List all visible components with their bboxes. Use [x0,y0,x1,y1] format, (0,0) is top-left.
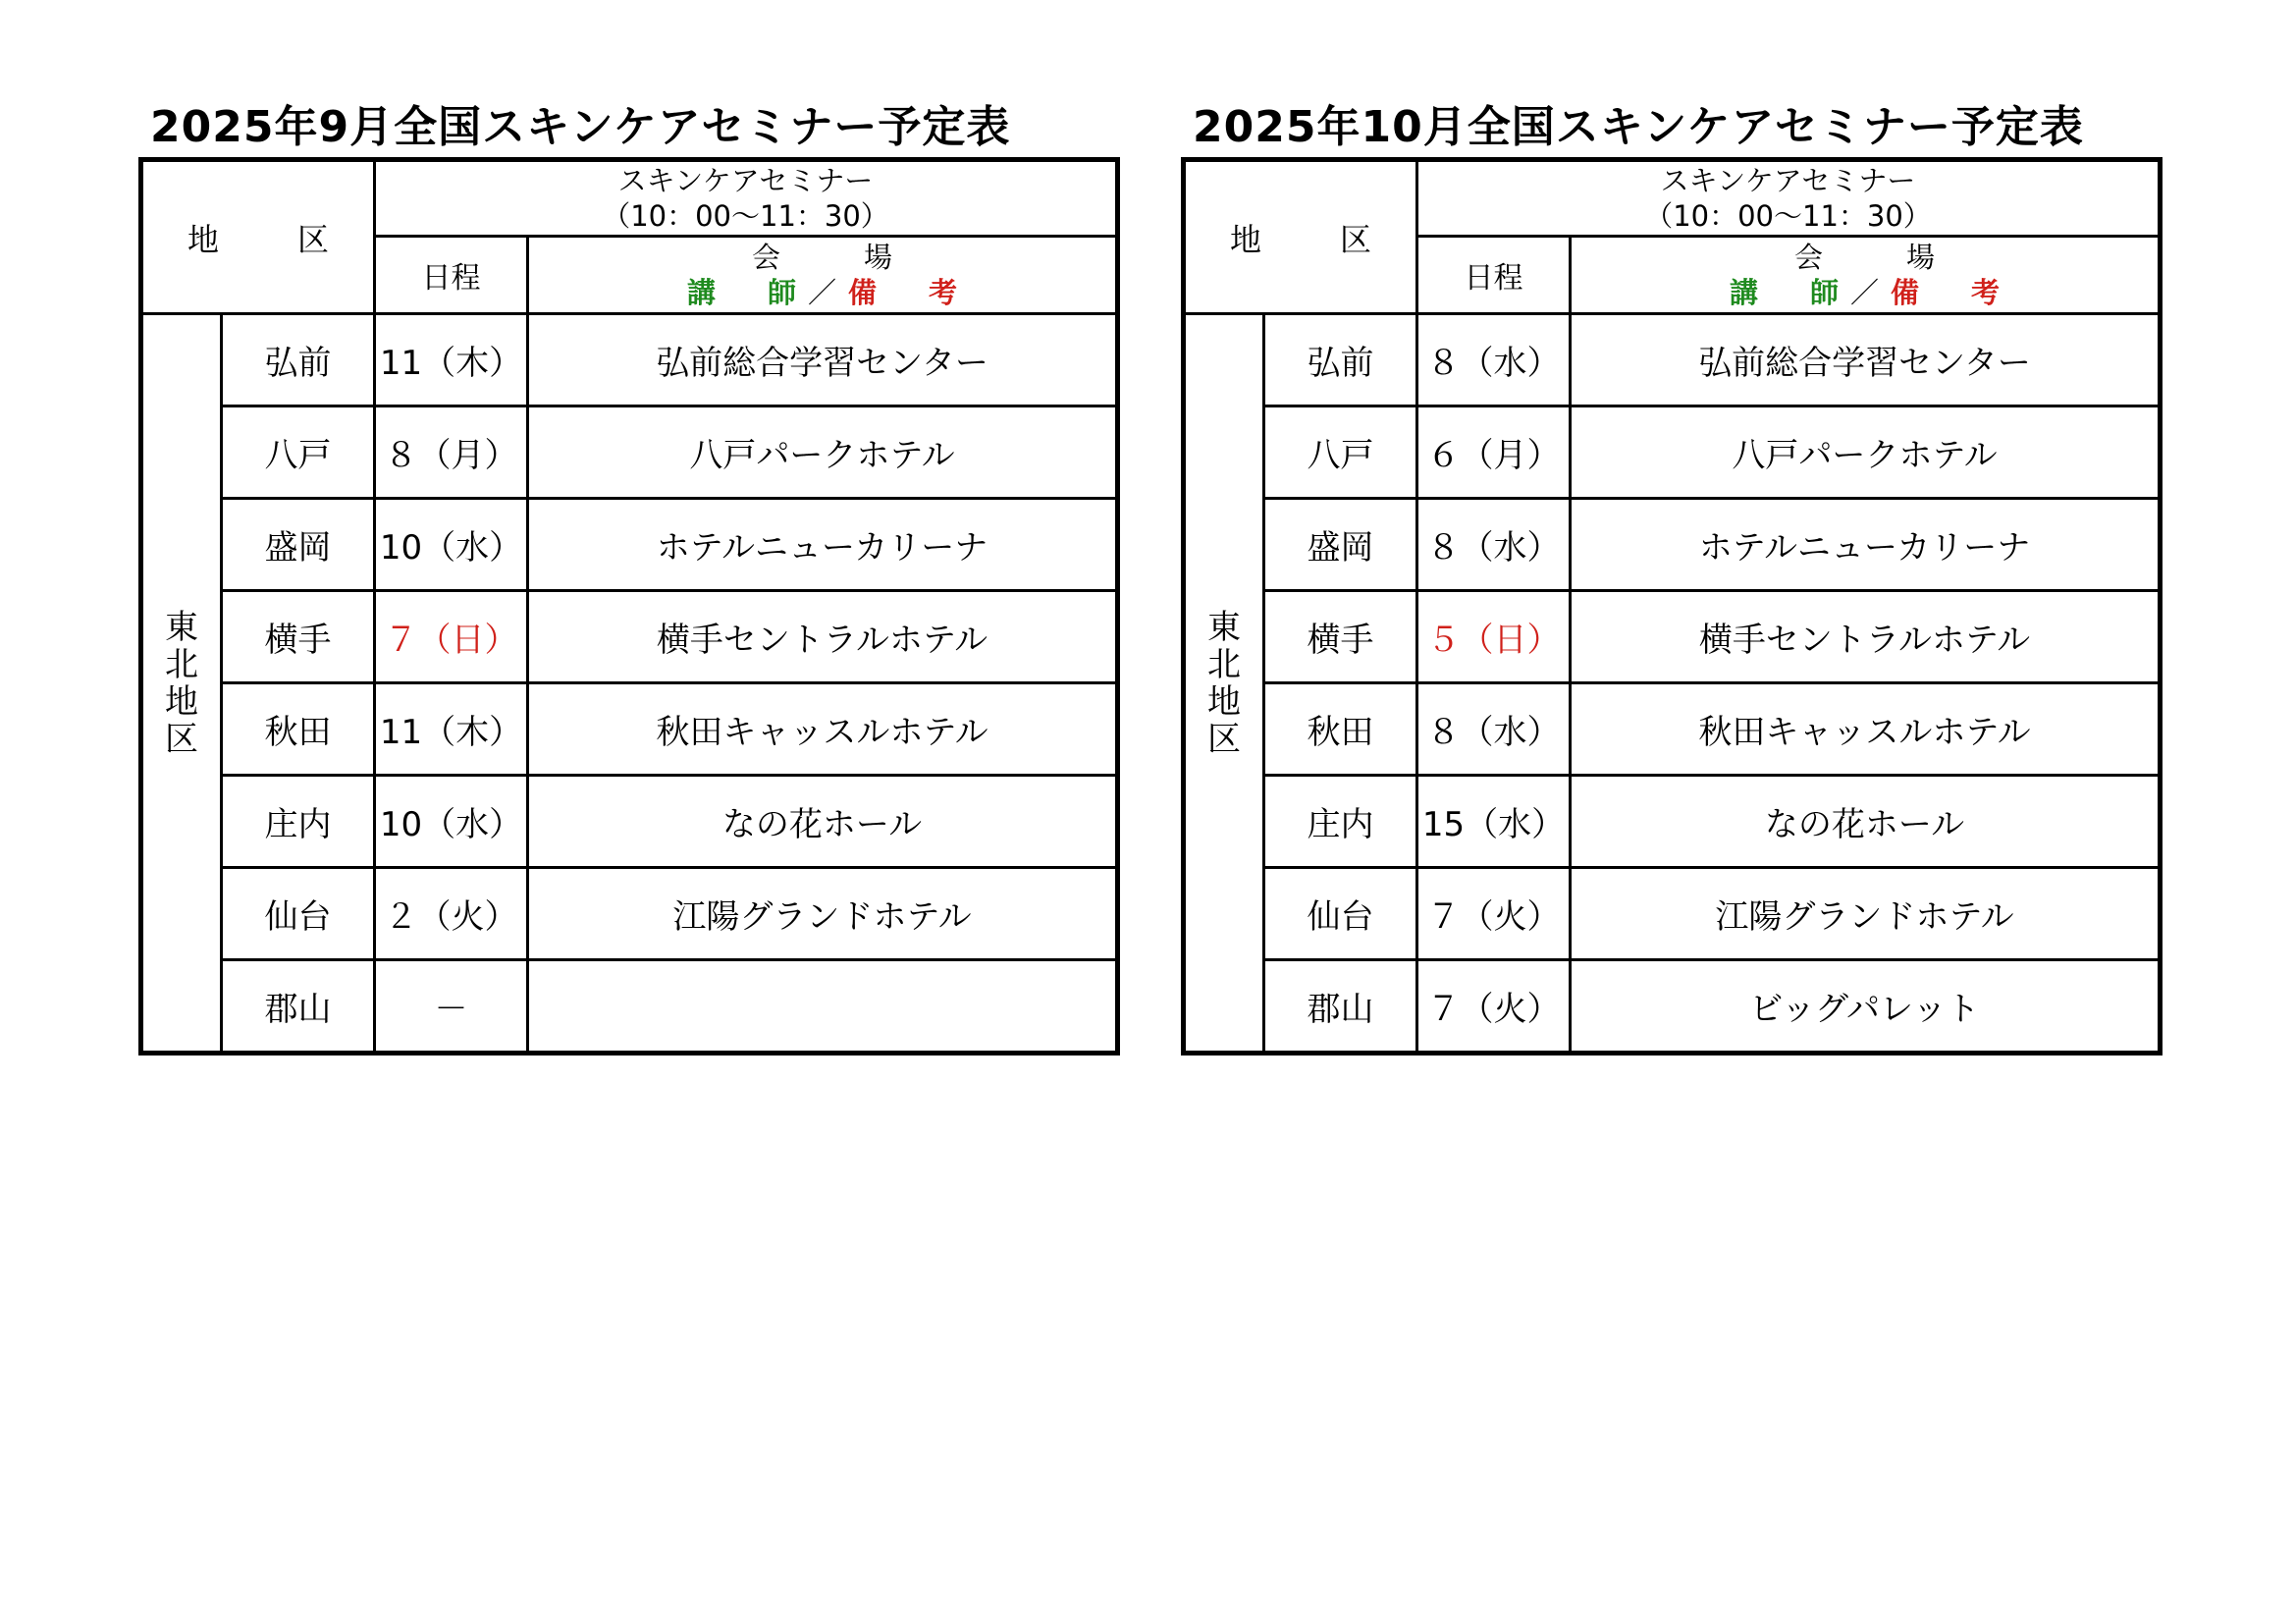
venue-cell: ビッグパレット [1571,960,2161,1054]
schedule-table [1181,157,2163,1056]
city-cell: 秋田 [1264,683,1417,776]
date-cell: 10（水） [375,499,528,591]
venue-cell: 秋田キャッスルホテル [1571,683,2161,776]
date-cell: － [375,960,528,1054]
venue-cell: 秋田キャッスルホテル [528,683,1118,776]
venue-cell: なの花ホール [528,776,1118,868]
date-cell: ７（日） [375,591,528,683]
date-cell: ８（水） [1417,683,1571,776]
note-label: 備 考 [848,276,970,309]
lecturer-note-label [1572,275,2158,310]
date-cell: ６（月） [1417,406,1571,499]
city-cell: 横手 [1264,591,1417,683]
date-cell: 11（木） [375,314,528,406]
venue-cell: 江陽グランドホテル [1571,868,2161,960]
date-cell: 15（水） [1417,776,1571,868]
slash-label: ／ [1850,276,1892,309]
date-cell: ８（水） [1417,499,1571,591]
date-header: 日程 [375,237,528,314]
date-cell: ２（火） [375,868,528,960]
venue-header [1571,237,2161,314]
city-cell: 盛岡 [222,499,375,591]
note-label: 備 考 [1891,276,2012,309]
lecturer-label: 講 師 [686,276,808,309]
city-cell: 弘前 [1264,314,1417,406]
area-name: 東北地区 [1207,607,1241,759]
venue-cell: 八戸パークホテル [528,406,1118,499]
date-cell: ７（火） [1417,868,1571,960]
date-cell: ５（日） [1417,591,1571,683]
city-cell: 秋田 [222,683,375,776]
region-header: 地 区 [141,160,375,314]
venue-cell: 弘前総合学習センター [1571,314,2161,406]
slash-label: ／ [808,276,849,309]
date-header: 日程 [1417,237,1571,314]
city-cell: 盛岡 [1264,499,1417,591]
venue-cell: 弘前総合学習センター [528,314,1118,406]
schedule-title: 2025年9月全国スキンケアセミナー予定表 [150,102,1011,152]
area-cell [1184,314,1264,1054]
venue-cell: 横手セントラルホテル [528,591,1118,683]
date-cell: ８（水） [1417,314,1571,406]
lecturer-note-label [529,275,1115,310]
city-cell: 弘前 [222,314,375,406]
seminar-label: スキンケアセミナー [617,164,874,197]
city-cell: 仙台 [1264,868,1417,960]
schedule-table [138,157,1120,1056]
city-cell: 横手 [222,591,375,683]
region-header: 地 区 [1184,160,1417,314]
venue-cell: なの花ホール [1571,776,2161,868]
schedule-october [1181,98,2163,1056]
city-cell: 郡山 [222,960,375,1054]
venue-cell: ホテルニューカリーナ [528,499,1118,591]
venue-cell: 江陽グランドホテル [528,868,1118,960]
date-cell: ７（火） [1417,960,1571,1054]
date-cell: ８（月） [375,406,528,499]
city-cell: 庄内 [222,776,375,868]
seminar-label: スキンケアセミナー [1660,164,1916,197]
date-cell: 10（水） [375,776,528,868]
venue-cell [528,960,1118,1054]
venue-label: 会 場 [1794,241,1963,274]
venue-header [528,237,1118,314]
venue-cell: 八戸パークホテル [1571,406,2161,499]
lecturer-label: 講 師 [1729,276,1850,309]
date-cell: 11（木） [375,683,528,776]
schedule-title: 2025年10月全国スキンケアセミナー予定表 [1193,102,2084,152]
venue-cell: ホテルニューカリーナ [1571,499,2161,591]
seminar-header [375,160,1118,237]
area-name: 東北地区 [165,607,198,759]
city-cell: 仙台 [222,868,375,960]
schedule-september [138,98,1120,1056]
city-cell: 八戸 [222,406,375,499]
venue-label: 会 場 [752,241,921,274]
city-cell: 郡山 [1264,960,1417,1054]
city-cell: 庄内 [1264,776,1417,868]
seminar-header [1417,160,2161,237]
venue-cell: 横手セントラルホテル [1571,591,2161,683]
seminar-time: （10：00～11：30） [602,199,889,233]
city-cell: 八戸 [1264,406,1417,499]
area-cell [141,314,222,1054]
seminar-time: （10：00～11：30） [1644,199,1932,233]
